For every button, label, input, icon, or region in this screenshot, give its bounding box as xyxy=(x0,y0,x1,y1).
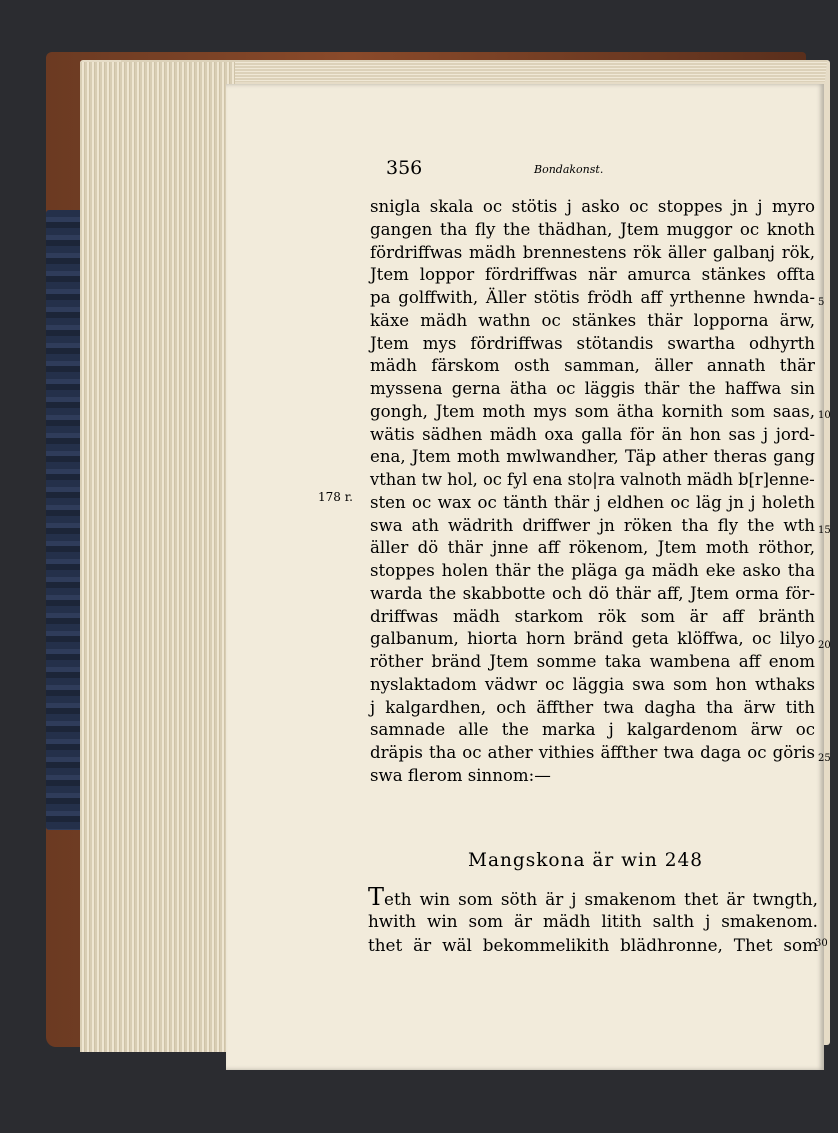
line-number: 30 xyxy=(815,938,828,949)
page-number: 356 xyxy=(386,157,423,179)
text-line: j kalgardhen, och äffther twa dagha tha ärw tith xyxy=(370,697,815,717)
text-line: stoppes holen thär the pläga ga mädh eke asko tha xyxy=(370,561,815,580)
text-line: thet är wäl bekommelikith blädhronne, Thet som xyxy=(368,935,818,955)
running-head: Bondakonst. xyxy=(534,163,604,176)
section-title: Mangskona är win 248 xyxy=(468,850,704,871)
text-line: käxe mädh wathn oc stänkes thär lopporna ärw, xyxy=(370,310,815,330)
text-line: snigla skala oc stötis j asko oc stoppes jn j myro xyxy=(370,197,815,216)
section-text xyxy=(368,885,818,957)
text-line: myssena gerna ätha oc läggis thär the haffwa sin xyxy=(370,379,815,398)
text-line-rest: eth win som söth är j smakenom thet är twngth, xyxy=(384,889,818,909)
text-line: wätis sädhen mädh oxa galla för än hon sas j jord- xyxy=(370,424,815,444)
text-line: röther bränd Jtem somme taka wambena aff enom xyxy=(370,652,815,671)
text-line: driffwas mädh starkom rök som är aff bränth xyxy=(370,606,815,626)
page-header xyxy=(386,157,646,185)
text-line: sten oc wax oc tänth thär j eldhen oc läg jn j holeth xyxy=(370,492,815,512)
text-line: fördriffwas mädh brennestens rök äller galbanj rök, xyxy=(370,242,815,262)
text-line: dräpis tha oc ather vithies äffther twa daga oc göris xyxy=(370,743,815,762)
text-line: Jtem loppor fördriffwas när amurca stänkes offta xyxy=(370,265,815,285)
margin-note: 178 r. xyxy=(318,490,353,504)
line-number: 20 xyxy=(818,640,831,651)
line-number: 10 xyxy=(818,410,831,421)
line-number: 15 xyxy=(818,525,831,536)
text-line: gongh, Jtem moth mys som ätha kornith som saas, xyxy=(370,401,815,421)
text-line: galbanum, hiorta horn bränd geta klöffwa, oc lilyo xyxy=(370,629,815,649)
text-line: ena, Jtem moth mwlwandher, Täp ather theras gang xyxy=(370,447,815,467)
text-line: nyslaktadom vädwr oc läggia swa som hon wthaks xyxy=(370,674,815,694)
text-line: äller dö thär jnne aff rökenom, Jtem moth röthor, xyxy=(370,538,815,558)
text-line: swa flerom sinnom:— xyxy=(370,765,551,785)
line-number: 25 xyxy=(818,753,831,764)
text-line: Jtem mys fördriffwas stötandis swartha odhyrth xyxy=(370,333,815,353)
text-line: mädh färskom osth samman, äller annath thär xyxy=(370,356,815,376)
text-line: gangen tha fly the thädhan, Jtem muggor oc knoth xyxy=(370,219,815,239)
book-spine xyxy=(46,210,84,830)
body-text xyxy=(370,196,815,788)
text-line: hwith win som är mädh litith salth j smakenom. xyxy=(368,911,818,931)
drop-cap: T xyxy=(368,883,385,911)
text-line: warda the skabbotte och dö thär aff, Jtem orma för- xyxy=(370,583,815,603)
text-line: pa golffwith, Äller stötis frödh aff yrthenne hwnda- xyxy=(370,288,815,307)
text-line xyxy=(368,885,818,909)
page-side-edges xyxy=(80,62,235,1052)
text-line: samnade alle the marka j kalgardenom ärw oc xyxy=(370,720,815,740)
text-line: swa ath wädrith driffwer jn röken tha fly the wth xyxy=(370,515,815,535)
text-line: vthan tw hol, oc fyl ena sto|ra valnoth mädh b[r]enne- xyxy=(370,470,815,489)
line-number: 5 xyxy=(818,297,825,308)
